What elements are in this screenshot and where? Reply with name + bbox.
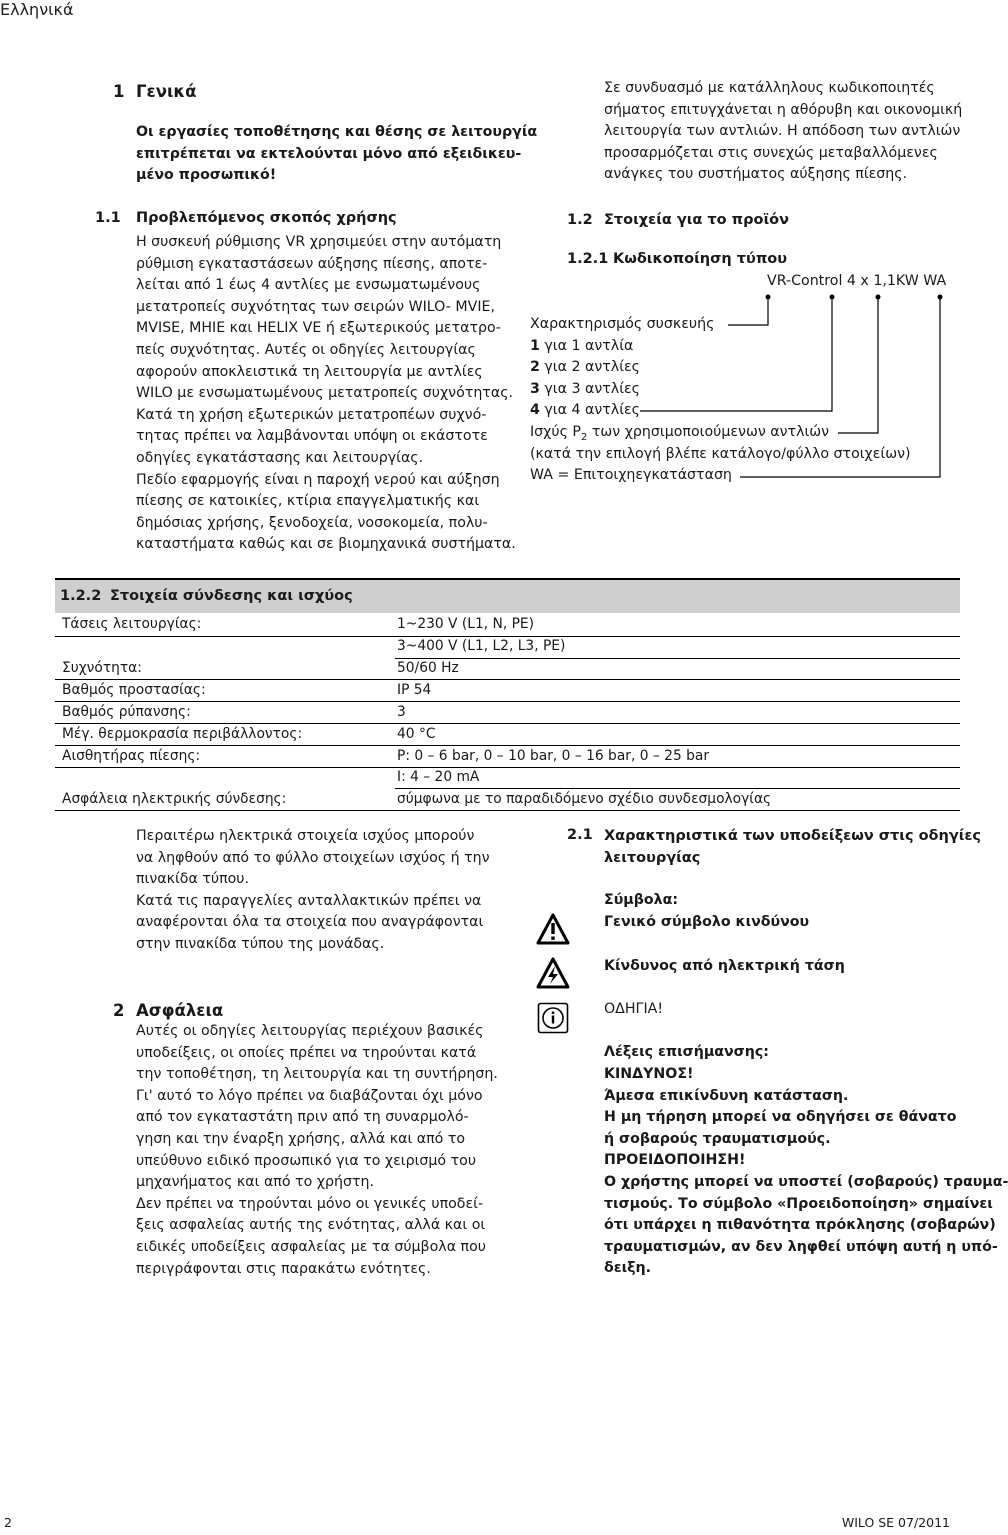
row-rule [55,636,395,637]
body-line: σήματος επιτυγχάνεται η αθόρυβη και οικονομική [604,101,963,118]
power-note: (κατά την επιλογή βλέπε κατάλογο/φύλλο στοιχείων) [530,445,911,462]
table-value: I: 4 – 20 mA [397,769,480,785]
note-label: ΟΔΗΓΙΑ! [604,1001,664,1017]
body-line: πινακίδα τύπου. [136,871,250,888]
section-1-number: 1 [113,82,125,101]
body-line: γηση και την έναρξη χρήσης, αλλά και από το [136,1130,466,1147]
body-line: Γι' αυτό το λόγο πρέπει να διαβάζονται όχι μόνο [136,1087,483,1104]
wa-label: WA = Επιτοιχηεγκατάσταση [530,467,732,484]
section-1-1-number: 1.1 [95,210,121,226]
section-2-1-number: 2.1 [567,827,593,843]
row-rule [395,658,960,659]
table-value: σύμφωνα με το παραδιδόμενο σχέδιο συνδεσμολογίας [397,791,772,807]
language-tab: Ελληνικά [0,0,74,19]
body-line: στην πινακίδα τύπου της μονάδας. [136,935,385,952]
pump-option: 1 για 1 αντλία [530,337,634,354]
body-line: αναφέρονται όλα τα στοιχεία που αναγράφονται [136,914,484,931]
row-rule [395,723,960,724]
body-line: Κατά τις παραγγελίες ανταλλακτικών πρέπει να [136,892,482,909]
body-line: από τον εγκαταστάτη πριν από τη συναρμολό- [136,1109,469,1126]
signal-words-label: Λέξεις επισήμανσης: [604,1044,769,1060]
body-line: μετατροπείς συχνότητας των σειρών WILO- MVIE, [136,298,495,315]
body-line: μηχανήματος και από το χρήστη. [136,1174,374,1191]
table-value: 50/60 Hz [397,660,459,676]
signal-words-body: ΚΙΝΔΥΝΟΣ! Άμεσα επικίνδυνη κατάσταση. Η μη τήρηση μπορεί να οδηγήσει σε θάνατο ή σοβαρούς τραυματισμούς. ΠΡΟΕΙΔΟΠΟΙΗΣΗ! Ο χρήστης μπορεί να υποστεί (σοβαρούς) τραυμα- τισμούς. Το σύμβολο «Προειδοποίηση» σημαίνει ότι υπάρχει η πιθανότητα πρόκλησης (σοβαρών) τραυματισμών, αν δεν ληφθεί υπόψη αυτή η υπό- δειξη. [604,1066,1008,1277]
body-line: Πεδίο εφαρμογής είναι η παροχή νερού και αύξηση [136,471,500,488]
info-icon [537,1002,569,1034]
body-line: περιγράφονται στις παρακάτω ενότητες. [136,1260,431,1277]
section-2-title: Ασφάλεια [136,1001,224,1020]
body-line: καταστήματα καθώς και σε βιομηχανικά συστήματα. [136,536,516,553]
section-1-2-2-number: 1.2.2 [60,588,102,604]
table-value: IP 54 [397,682,432,698]
body-line: τητας πρέπει να λαμβάνονται υπόψη οι εκάστοτε [136,428,488,445]
body-line: να ληφθούν από το φύλλο στοιχείων ισχύος ή την [136,849,490,866]
notice-line: Οι εργασίες τοποθέτησης και θέσης σε λειτουργία [136,124,538,140]
table-value: 3 [397,704,406,720]
body-line: λειτουργία των αντλιών. Η απόδοση των αντλιών [604,123,961,140]
body-line: ξεις ασφαλείας αυτής της ενότητας, αλλά και οι [136,1217,486,1234]
row-rule [395,679,960,680]
table-label: Συχνότητα: [62,660,142,676]
pump-option: 4 για 4 αντλίες [530,402,640,419]
leader-dot [876,295,881,300]
body-line: ανάγκες του συστήματος αύξησης πίεσης. [604,166,908,183]
table-label: Βαθμός προστασίας: [62,682,206,698]
table-label: Βαθμός ρύπανσης: [62,704,191,720]
leader-dot [938,295,943,300]
table-value: 40 °C [397,726,436,742]
section-1-2-1-number: 1.2.1 [567,251,609,267]
body-line: αφορούν αποκλειστικά τη λειτουργία με αντλίες [136,363,483,380]
section-1-2-title: Στοιχεία για το προϊόν [604,212,789,228]
body-line: πείς συχνότητας. Αυτές οι οδηγίες λειτουργίας [136,341,476,358]
body-line: πίεσης σε κατοικίες, κτίρια επαγγελματικής και [136,493,480,510]
table-label: Μέγ. θερμοκρασία περιβάλλοντος: [62,726,303,742]
body-line: ρύθμιση εγκαταστάσεων αύξησης πίεσης, αποτε- [136,255,488,272]
body-line: Σε συνδυασμό με κατάλληλους κωδικοποιητές [604,80,935,96]
leader-dot [830,295,835,300]
body-line: Περαιτέρω ηλεκτρικά στοιχεία ισχύος μπορούν [136,828,475,844]
type-code: VR-Control 4 x 1,1KW WA [767,273,947,289]
type-code-legend [530,314,911,487]
body-line: υποδείξεις, οι οποίες πρέπει να τηρούνται κατά [136,1044,477,1061]
body-line: προσαρμόζεται στις συνεχώς μεταβαλλόμενες [604,144,938,161]
body-line: MVISE, MHIE και HELIX VE ή εξωτερικούς μετατρο- [136,320,501,337]
leader-dot [766,295,771,300]
body-line: WILO με ενσωματωμένους μετατροπείς συχνότητας. [136,385,514,402]
section-1-2-number: 1.2 [567,212,593,228]
body-line: οδηγίες εγκατάστασης και λειτουργίας. [136,449,424,466]
page-number: 2 [4,1515,12,1530]
section-2-number: 2 [113,1001,125,1020]
general-danger-label: Γενικό σύμβολο κινδύνου [604,914,810,930]
table-label: Ασφάλεια ηλεκτρικής σύνδεσης: [62,791,287,807]
electric-danger-label: Κίνδυνος από ηλεκτρική τάση [604,958,845,974]
table-label: Αισθητήρας πίεσης: [62,748,201,764]
footer-publisher: WILO SE 07/2011 [841,1515,950,1530]
section-2-1-title: Χαρακτηριστικά των υποδείξεων στις οδηγίες λειτουργίας [604,828,982,866]
section-1-2-2-title: Στοιχεία σύνδεσης και ισχύος [110,588,353,604]
section-2-body [136,1021,498,1280]
body-line: υπεύθυνο ειδικό προσωπικό για το χειρισμό του [136,1152,477,1169]
body-line: ειδικές υποδείξεις ασφαλείας με τα σύμβολα που [136,1238,486,1255]
table-label: Τάσεις λειτουργίας: [62,616,202,632]
further-info-paragraph [136,826,490,956]
pump-option: 2 για 2 αντλίες [530,359,640,376]
body-line: λείται από 1 έως 4 αντλίες με ενσωματωμένους [136,277,481,294]
body-line: την τοποθέτηση, τη λειτουργία και τη συντήρηση. [136,1066,498,1083]
row-rule [395,701,960,702]
section-1-1-title: Προβλεπόμενος σκοπός χρήσης [136,210,397,226]
warning-triangle-icon [536,912,570,946]
table-value: 1~230 V (L1, N, PE) [397,616,535,632]
body-line: Κατά τη χρήση εξωτερικών μετατροπέων συχνό- [136,406,487,423]
electric-hazard-icon [536,956,570,990]
body-line: Η συσκευή ρύθμισης VR χρησιμεύει στην αυτόματη [136,234,502,250]
device-label: Χαρακτηρισμός συσκευής [530,316,715,332]
symbols-label: Σύμβολα: [604,892,679,908]
body-line: Δεν πρέπει να τηρούνται μόνο οι γενικές υποδεί- [136,1195,484,1212]
notice-line: επιτρέπεται να εκτελούνται μόνο από εξειδικευ- [136,145,522,162]
power-label: Ισχύς $P_2$ των χρησιμοποιούμενων αντλιών [530,423,830,443]
table-value: P: 0 – 6 bar, 0 – 10 bar, 0 – 16 bar, 0 – 25 bar [397,748,709,764]
notice-line: μένο προσωπικό! [136,167,277,184]
pump-option: 3 για 3 αντλίες [530,380,640,397]
section-1-2-1-title: Κωδικοποίηση τύπου [613,251,788,267]
section-1-title: Γενικά [136,82,197,101]
body-line: δημόσιας χρήσης, ξενοδοχεία, νοσοκομεία, πολυ- [136,514,488,531]
body-line: Αυτές οι οδηγίες λειτουργίας περιέχουν βασικές [136,1023,484,1039]
table-value: 3~400 V (L1, L2, L3, PE) [397,638,566,654]
